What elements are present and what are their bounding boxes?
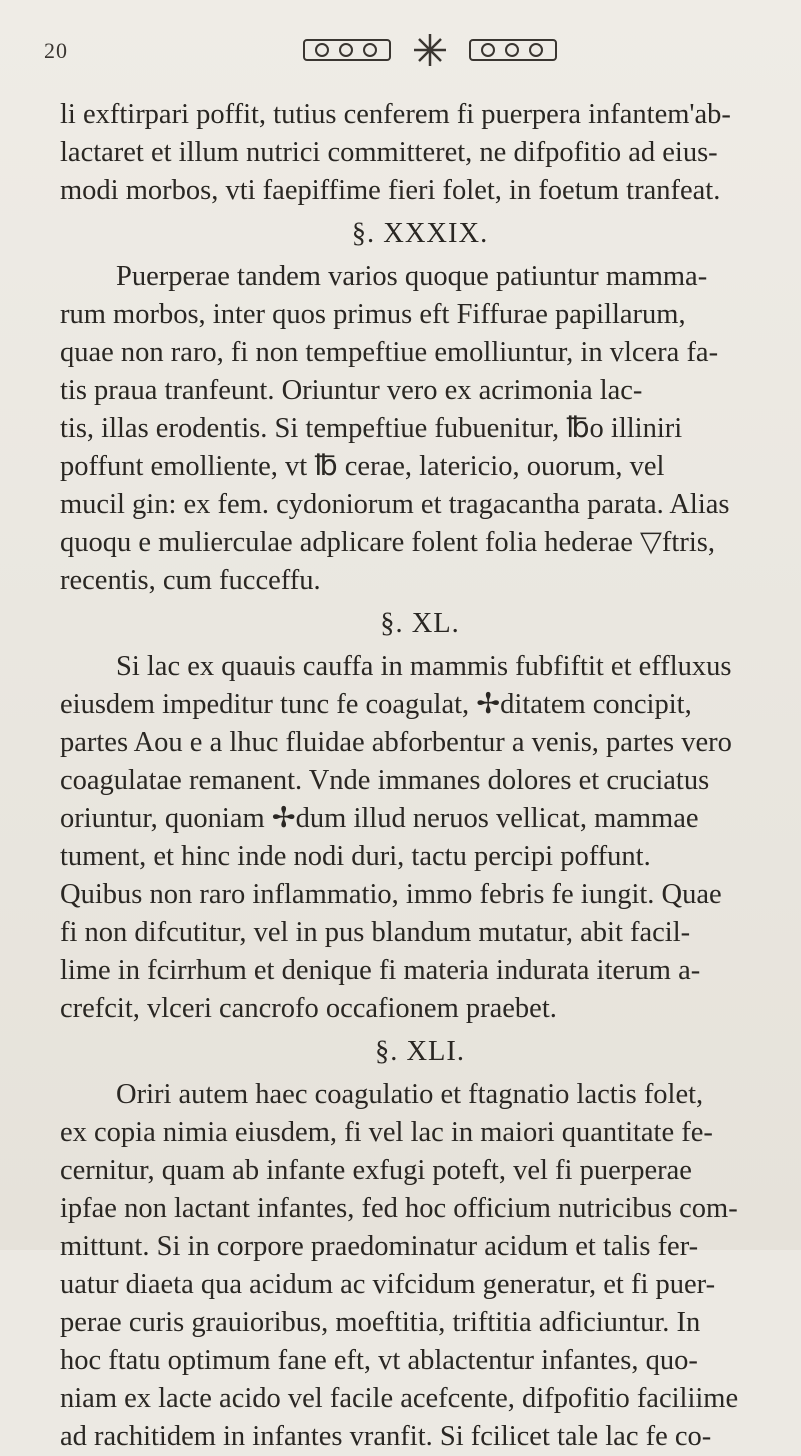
text-line: mucil gin: ex fem. cydoniorum et tragacantha parata. Alias	[60, 489, 730, 520]
text-line: perae curis grauioribus, moeftitia, triftitia adficiuntur. In	[60, 1307, 701, 1338]
text-line: lactaret et illum nutrici committeret, ne difpofitio ad eius-	[60, 137, 718, 168]
text-line: recentis, cum fucceffu.	[60, 565, 321, 596]
text-line: hoc ftatu optimum fane eft, vt ablactentur infantes, quo-	[60, 1345, 698, 1376]
text-line: mittunt. Si in corpore praedominatur acidum et talis fer-	[60, 1231, 699, 1262]
fleuron-ornament-icon	[300, 28, 560, 72]
text-line: cernitur, quam ab infante exfugi poteft, vel fi puerperae	[60, 1155, 692, 1186]
text-line: quoqu e mulierculae adplicare folent folia hederae ▽ftris,	[60, 527, 715, 558]
text-line: Quibus non raro inflammatio, immo febris fe iungit. Quae	[60, 879, 722, 910]
text-line: li exftirpari poffit, tutius cenferem fi puerpera infantem'ab-	[60, 99, 731, 130]
text-line: tis praua tranfeunt. Oriuntur vero ex acrimonia lac-	[60, 375, 643, 406]
text-line: lime in fcirrhum et denique fi materia indurata iterum a-	[60, 955, 701, 986]
text-line: Puerperae tandem varios quoque patiuntur mamma-	[116, 261, 708, 292]
text-line: partes Aou e a lhuc fluidae abforbentur a venis, partes vero	[60, 727, 732, 758]
text-line: niam ex lacte acido vel facile acefcente, difpofitio faciliime	[60, 1383, 739, 1414]
section-heading-39: §. XXXIX.	[351, 218, 489, 249]
text-line: ad rachitidem in infantes vranfit. Si fcilicet tale lac fe co-	[60, 1421, 712, 1452]
body-text	[60, 96, 780, 1456]
text-line: crefcit, vlceri cancrofo occafionem praebet.	[60, 993, 557, 1024]
text-line: poffunt emolliente, vt ℔ cerae, latericio, ouorum, vel	[60, 451, 665, 482]
text-line: quae non raro, fi non tempeftiue emolliuntur, in vlcera fa-	[60, 337, 719, 368]
text-line: eiusdem impeditur tunc fe coagulat, ✢ditatem concipit,	[60, 689, 692, 720]
section-heading-40: §. XL.	[380, 608, 460, 639]
text-line: tument, et hinc inde nodi duri, tactu percipi poffunt.	[60, 841, 651, 872]
text-line: ex copia nimia eiusdem, fi vel lac in maiori quantitate fe-	[60, 1117, 713, 1148]
text-line: tis, illas erodentis. Si tempeftiue fubuenitur, ℔o illiniri	[60, 413, 683, 444]
text-line: fi non difcutitur, vel in pus blandum mutatur, abit facil-	[60, 917, 691, 948]
text-line: coagulatae remanent. Vnde immanes dolores et cruciatus	[60, 765, 710, 796]
text-line: modi morbos, vti faepiffime fieri folet, in foetum tranfeat.	[60, 175, 721, 206]
text-line: rum morbos, inter quos primus eft Fiffurae papillarum,	[60, 299, 686, 330]
page-number: 20	[44, 38, 68, 63]
text-line: uatur diaeta qua acidum ac vifcidum generatur, et fi puer-	[60, 1269, 716, 1300]
text-line: Oriri autem haec coagulatio et ftagnatio lactis folet,	[116, 1079, 704, 1110]
text-line: oriuntur, quoniam ✢dum illud neruos vellicat, mammae	[60, 803, 699, 834]
text-line: Si lac ex quauis cauffa in mammis fubfiftit et effluxus	[116, 651, 732, 682]
text-line: ipfae non lactant infantes, fed hoc officium nutricibus com-	[60, 1193, 738, 1224]
section-heading-41: §. XLI.	[374, 1036, 466, 1067]
